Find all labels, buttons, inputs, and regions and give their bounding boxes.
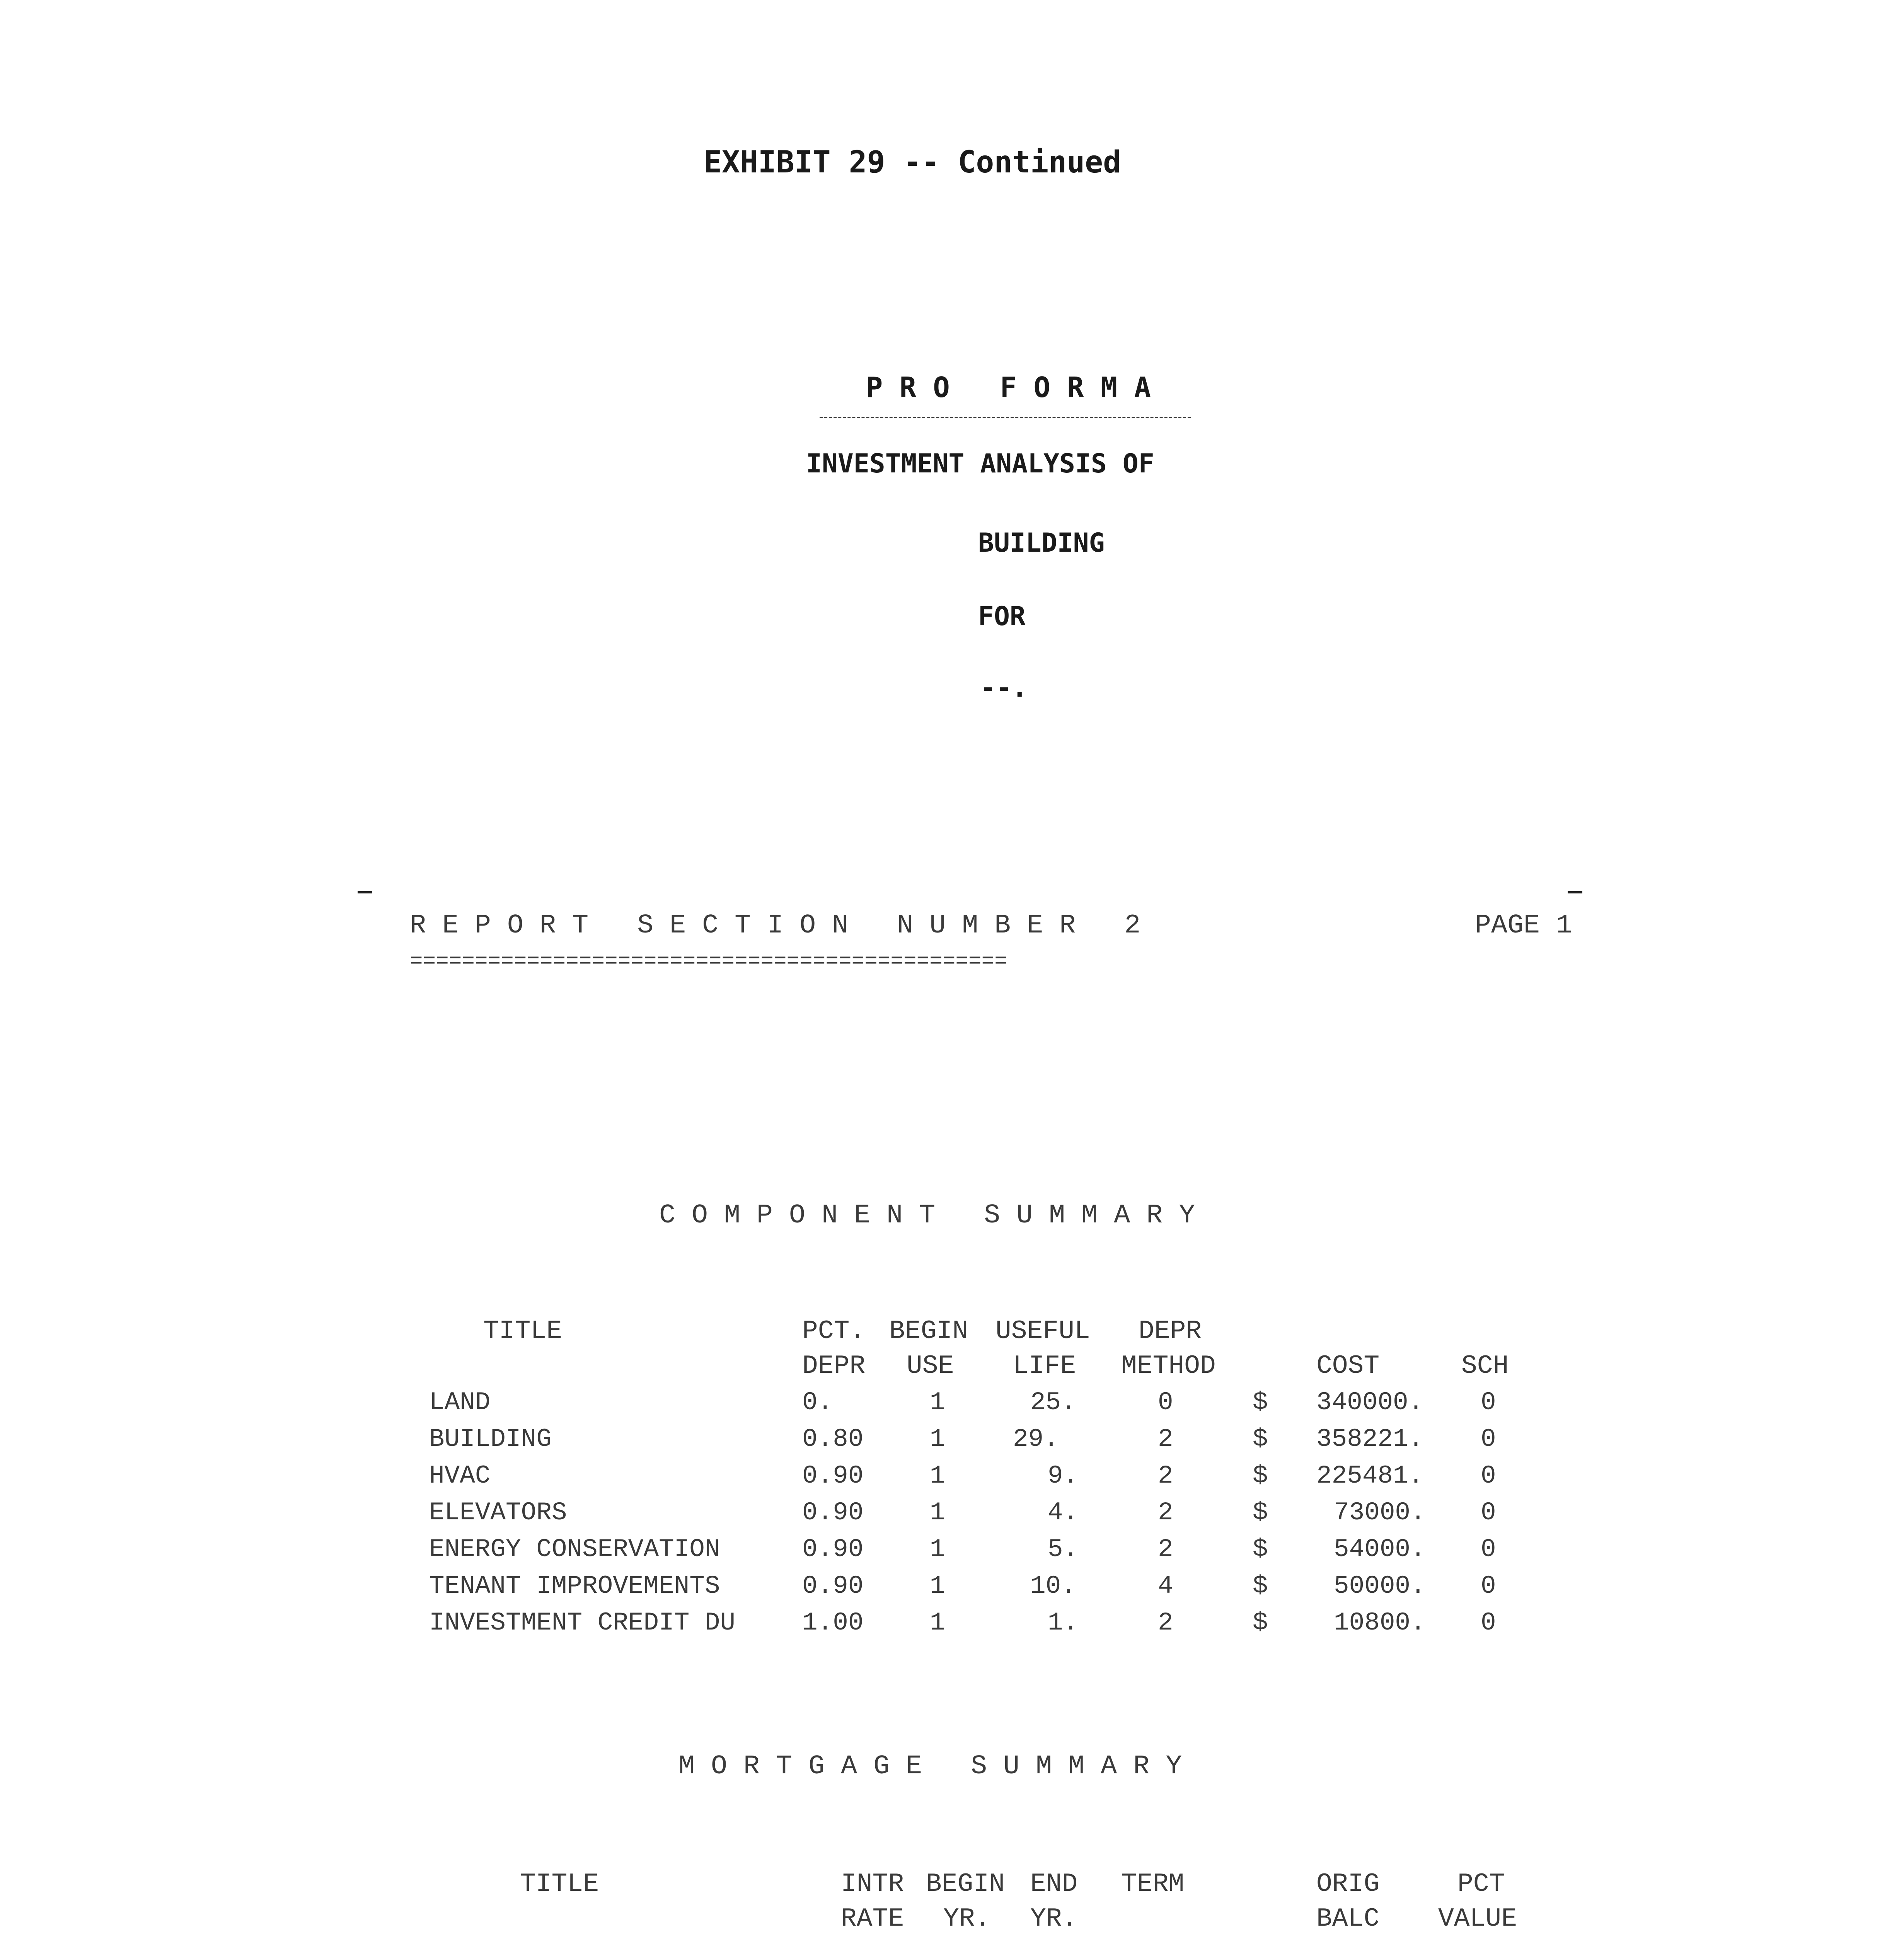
title-dashed-underline — [820, 417, 1191, 418]
row-cost: 340000. — [1316, 1388, 1424, 1417]
row-cost: 225481. — [1316, 1461, 1424, 1490]
row-cost: 358221. — [1316, 1425, 1424, 1454]
row-sch: 0 — [1481, 1425, 1496, 1454]
row-sch: 0 — [1481, 1572, 1496, 1601]
for-subtitle: FOR — [978, 601, 1026, 632]
col-header-orig: ORIG — [1316, 1869, 1380, 1899]
left-margin-mark — [358, 891, 372, 893]
col-header-method: METHOD — [1121, 1351, 1216, 1381]
mortgage-summary-heading: M O R T G A G E S U M M A R Y — [678, 1751, 1182, 1782]
row-title: HVAC — [429, 1461, 491, 1490]
row-title: LAND — [429, 1388, 491, 1417]
col-header-useful-2: LIFE — [1013, 1351, 1076, 1381]
row-begin: 1 — [930, 1572, 945, 1601]
col-header-pct: PCT — [1457, 1869, 1505, 1899]
col-header-begin-yr: YR. — [943, 1904, 991, 1933]
row-method: 0 — [1158, 1388, 1173, 1417]
owner-placeholder: --. — [980, 673, 1028, 703]
row-currency: $ — [1253, 1388, 1268, 1417]
row-title: TENANT IMPROVEMENTS — [429, 1572, 720, 1601]
row-life: 1. — [1048, 1608, 1079, 1637]
row-currency: $ — [1253, 1425, 1268, 1454]
col-header-title: TITLE — [483, 1316, 563, 1346]
row-begin: 1 — [930, 1461, 945, 1490]
row-method: 2 — [1158, 1535, 1173, 1564]
col-header-begin: BEGIN — [926, 1869, 1005, 1899]
col-header-intr: INTR — [841, 1869, 904, 1899]
row-currency: $ — [1253, 1572, 1268, 1601]
component-summary-heading: C O M P O N E N T S U M M A R Y — [659, 1200, 1195, 1231]
row-sch: 0 — [1481, 1388, 1496, 1417]
row-pct: 1.00 — [802, 1608, 864, 1637]
row-method: 2 — [1158, 1425, 1173, 1454]
row-cost: 54000. — [1334, 1535, 1426, 1564]
row-life: 4. — [1048, 1498, 1079, 1527]
col-header-rate: RATE — [841, 1904, 904, 1933]
page-number-label: PAGE 1 — [1475, 910, 1573, 941]
col-header-pct: PCT. — [802, 1316, 866, 1346]
row-method: 4 — [1158, 1572, 1173, 1601]
col-header-title: TITLE — [520, 1869, 599, 1899]
col-header-sch: SCH — [1461, 1351, 1509, 1381]
right-margin-mark — [1568, 891, 1582, 893]
row-title: INVESTMENT CREDIT DU — [429, 1608, 736, 1637]
row-pct: 0.80 — [802, 1425, 864, 1454]
col-header-balc: BALC — [1316, 1904, 1380, 1933]
col-header-end: END — [1030, 1869, 1078, 1899]
col-header-useful: USEFUL — [995, 1316, 1090, 1346]
col-header-value: VALUE — [1438, 1904, 1517, 1933]
row-sch: 0 — [1481, 1535, 1496, 1564]
row-life: 5. — [1048, 1535, 1079, 1564]
row-sch: 0 — [1481, 1498, 1496, 1527]
row-life: 29. — [1013, 1425, 1059, 1454]
row-currency: $ — [1253, 1608, 1268, 1637]
row-life: 25. — [1030, 1388, 1076, 1417]
row-begin: 1 — [930, 1535, 945, 1564]
row-pct: 0.90 — [802, 1535, 864, 1564]
row-life: 10. — [1030, 1572, 1076, 1601]
row-begin: 1 — [930, 1388, 945, 1417]
analysis-subtitle: INVESTMENT ANALYSIS OF — [806, 448, 1154, 479]
row-currency: $ — [1253, 1535, 1268, 1564]
row-currency: $ — [1253, 1461, 1268, 1490]
report-section-underline: ============================================== — [410, 949, 1007, 974]
col-header-begin-2: USE — [907, 1351, 954, 1381]
row-sch: 0 — [1481, 1608, 1496, 1637]
row-begin: 1 — [930, 1608, 945, 1637]
col-header-begin: BEGIN — [889, 1316, 968, 1346]
row-title: ENERGY CONSERVATION — [429, 1535, 720, 1564]
row-pct: 0.90 — [802, 1572, 864, 1601]
row-method: 2 — [1158, 1608, 1173, 1637]
col-header-cost: COST — [1316, 1351, 1380, 1381]
row-cost: 50000. — [1334, 1572, 1426, 1601]
row-life: 9. — [1048, 1461, 1079, 1490]
row-currency: $ — [1253, 1498, 1268, 1527]
row-pct: 0.90 — [802, 1498, 864, 1527]
row-title: ELEVATORS — [429, 1498, 567, 1527]
row-title: BUILDING — [429, 1425, 552, 1454]
row-begin: 1 — [930, 1425, 945, 1454]
row-sch: 0 — [1481, 1461, 1496, 1490]
building-subtitle: BUILDING — [978, 528, 1105, 558]
row-begin: 1 — [930, 1498, 945, 1527]
col-header-pct-2: DEPR — [802, 1351, 866, 1381]
row-pct: 0. — [802, 1388, 833, 1417]
row-method: 2 — [1158, 1498, 1173, 1527]
row-method: 2 — [1158, 1461, 1173, 1490]
exhibit-heading: EXHIBIT 29 -- Continued — [704, 145, 1122, 180]
col-header-end-yr: YR. — [1030, 1904, 1078, 1933]
row-cost: 73000. — [1334, 1498, 1426, 1527]
row-pct: 0.90 — [802, 1461, 864, 1490]
pro-forma-title: P R O F O R M A — [866, 371, 1151, 404]
col-header-term: TERM — [1121, 1869, 1185, 1899]
row-cost: 10800. — [1334, 1608, 1426, 1637]
report-section-label: R E P O R T S E C T I O N N U M B E R 2 — [410, 910, 1141, 941]
col-header-depr: DEPR — [1139, 1316, 1202, 1346]
